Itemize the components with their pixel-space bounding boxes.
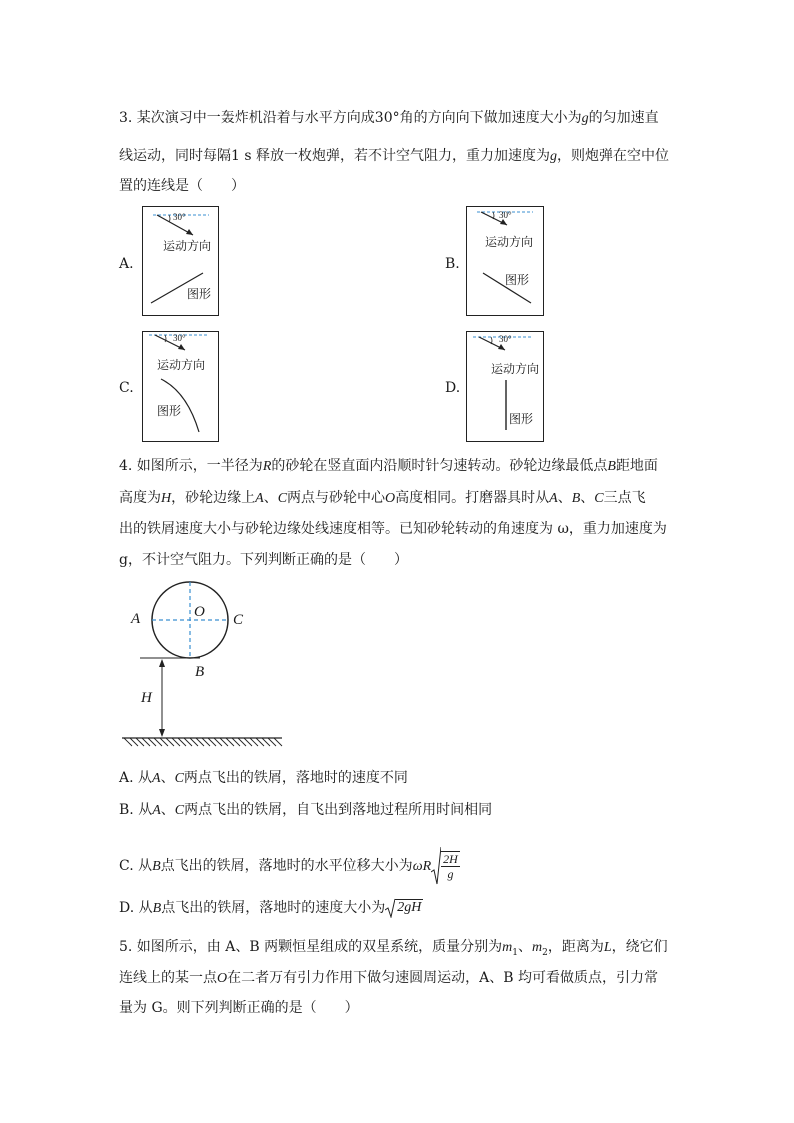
q5-line-3: 量为 G。则下列判断正确的是（ ）: [119, 1000, 359, 1016]
q3-option-a-figure: [142, 206, 219, 316]
q3-option-b-direction: 运动方向: [485, 235, 534, 249]
q4-label-h: H: [141, 690, 152, 706]
q4-line-1: 4. 如图所示，一半径为R的砂轮在竖直面内沿顺时针匀速转动。砂轮边缘最低点B距地面: [119, 458, 658, 474]
q4-figure-drawing: [120, 580, 290, 760]
q4-option-b[interactable]: B. 从A、C两点飞出的铁屑，自飞出到落地过程所用时间相同: [119, 802, 493, 818]
q3-option-b-drawing: [467, 207, 543, 315]
radical-sign-icon: [385, 898, 395, 918]
q4-label-b: B: [195, 664, 205, 680]
q4-option-d[interactable]: D. 从B点飞出的铁屑，落地时的速度大小为 2gH: [119, 900, 422, 916]
q3-line-1: 3. 某次演习中一轰炸机沿着与水平方向成30°角的方向向下做加速度大小为g的匀加速直: [119, 110, 659, 126]
q3-line-3: 置的连线是（ ）: [119, 178, 245, 194]
q3-option-c-letter: C.: [119, 380, 134, 396]
q4-label-c: C: [233, 612, 244, 628]
q3-option-c-direction: 运动方向: [157, 358, 206, 372]
q3-option-c-figure: [142, 331, 219, 442]
q3-option-b-angle: 30°: [499, 210, 512, 220]
q5-line-2: 连线上的某一点O在二者万有引力作用下做匀速圆周运动，A、B 均可看做质点，引力常: [119, 970, 658, 986]
radical-sign-icon: [431, 846, 441, 886]
q4-label-o: O: [194, 604, 205, 620]
q4-line-4: g，不计空气阻力。下列判断正确的是（ ）: [119, 552, 408, 568]
q3-option-d-shape: 图形: [509, 412, 534, 426]
q4-line-2: 高度为H，砂轮边缘上A、C两点与砂轮中心O高度相同。打磨器具时从A、B、C三点飞: [119, 490, 646, 506]
q3-option-d-figure: [466, 331, 544, 442]
q4-grinding-wheel-figure: [120, 580, 290, 760]
q3-line-2: 线运动，同时每隔1 s 释放一枚炮弹，若不计空气阻力，重力加速度为g，则炮弹在空中位: [119, 148, 669, 164]
q3-option-a-letter: A.: [119, 256, 134, 272]
q3-option-b-shape: 图形: [505, 273, 530, 287]
q4-option-c[interactable]: C. 从B点飞出的铁屑，落地时的水平位移大小为ωR $\frac{2H}{g}$: [119, 846, 460, 886]
q3-option-a-shape: 图形: [187, 287, 212, 301]
q4-line-3: 出的铁屑速度大小与砂轮边缘处线速度相等。已知砂轮转动的角速度为 ω，重力加速度为: [119, 521, 667, 537]
q4-option-c-sqrt: $\frac{2H}{g}$: [431, 846, 460, 886]
q4-option-a[interactable]: A. 从A、C两点飞出的铁屑，落地时的速度不同: [119, 770, 408, 786]
q3-option-b-figure: [466, 206, 544, 316]
q3-option-d-angle: 30°: [499, 334, 512, 344]
q3-option-c-drawing: [143, 332, 218, 441]
q3-option-d-letter: D.: [445, 380, 461, 396]
q4-label-a: A: [131, 611, 141, 627]
q3-option-c-shape: 图形: [157, 404, 182, 418]
q3-option-a-direction: 运动方向: [163, 239, 212, 253]
q5-line-1: 5. 如图所示，由 A、B 两颗恒星组成的双星系统，质量分别为$m_1$、$m_2$，距离为L，绕它们: [119, 939, 668, 958]
q3-option-d-direction: 运动方向: [491, 362, 540, 376]
q3-option-c-angle: 30°: [173, 333, 186, 343]
q4-option-d-sqrt: 2gH: [385, 898, 423, 918]
q3-option-a-angle: 30°: [173, 212, 186, 222]
q3-option-b-letter: B.: [445, 256, 460, 272]
